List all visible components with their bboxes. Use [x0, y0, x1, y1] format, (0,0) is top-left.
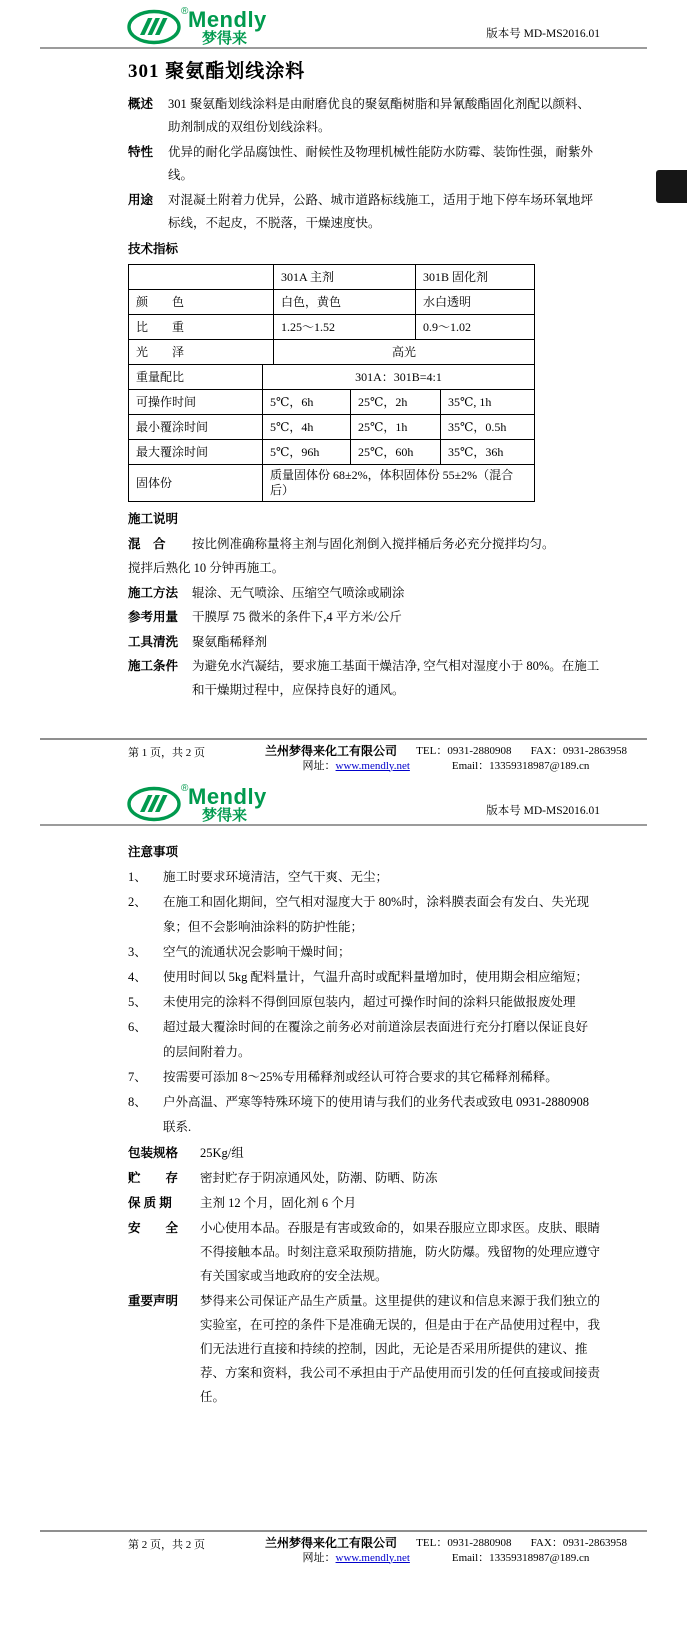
page-1 [0, 0, 687, 738]
note-item-2 [128, 890, 600, 940]
cell: 1.25～1.52 [274, 315, 416, 339]
cell: 35℃，36h [448, 444, 504, 459]
page-title: 301 聚氨酯划线涂料 [128, 61, 306, 82]
note-item-3 [128, 940, 600, 965]
table-row-header [129, 265, 534, 290]
note-number: 2、 [128, 895, 147, 909]
section-usage [128, 189, 600, 236]
note-item-1 [128, 865, 600, 890]
cell: 可操作时间 [129, 390, 263, 414]
tech-spec-table [128, 264, 535, 502]
company-name: 兰州梦得来化工有限公司 [265, 1536, 398, 1550]
table-row-max-recoat [129, 440, 534, 465]
safety-text: 小心使用本品。吞服是有害或致命的，如果吞服应立即求医。皮肤、眼睛不得接触本品。时刻注意采取预防措施，防火防爆。残留物的处理应遵守有关国家或当地政府的安全法规。 [200, 1221, 601, 1283]
section-packing [128, 1141, 600, 1165]
shelf-life-label: 保 质 期 [128, 1196, 172, 1210]
mix-note: 搅拌后熟化 10 分钟再施工。 [128, 561, 285, 575]
condition-label: 施工条件 [128, 659, 179, 673]
note-text: 超过最大覆涂时间的在覆涂之前务必对前道涂层表面进行充分打磨以保证良好的层间附着力。 [163, 1020, 589, 1059]
note-number: 6、 [128, 1020, 147, 1034]
section-method [128, 582, 600, 606]
section-statement [128, 1289, 600, 1409]
page2-header-rule [40, 824, 647, 826]
web-label: 网址： [302, 759, 336, 772]
section-overview [128, 93, 600, 140]
cell: 重量配比 [129, 365, 263, 389]
logo-m-stripes-icon [140, 18, 168, 35]
logo-brand-text: Mendly [188, 784, 267, 809]
table-row-pot-life [129, 390, 534, 415]
section-mix [128, 533, 600, 557]
note-text: 未使用完的涂料不得倒回原包装内，超过可操作时间的涂料只能做报废处理 [163, 995, 576, 1009]
note-item-6 [128, 1015, 600, 1065]
version-label: 版本号 MD-MS2016.01 [486, 805, 600, 817]
logo-registered-icon: ® [181, 783, 189, 794]
usage-text: 对混凝土附着力优异，公路、城市道路标线施工，适用于地下停车场环氧地坪标线，不起皮，不脱落，干燥速度快。 [168, 192, 594, 230]
section-safety [128, 1216, 600, 1288]
website-link[interactable]: www.mendly.net [335, 1551, 410, 1564]
section-condition [128, 655, 600, 702]
cell: 颜 色 [129, 290, 274, 314]
website-link[interactable]: www.mendly.net [335, 759, 410, 772]
page1-page-number: 第 1 页，共 2 页 [128, 747, 205, 759]
note-number: 5、 [128, 995, 147, 1009]
logo-brand-text: Mendly [188, 7, 267, 32]
table-row-min-recoat [129, 415, 534, 440]
company-name: 兰州梦得来化工有限公司 [265, 744, 398, 758]
cell: 高光 [391, 344, 416, 359]
note-item-4 [128, 965, 600, 990]
table-row-density [129, 315, 534, 340]
logo-brand-cn-text: 梦得来 [202, 808, 248, 822]
company-tel: TEL：0931-2880908 [416, 1537, 512, 1549]
section-storage [128, 1166, 600, 1190]
tech-spec-title: 技术指标 [128, 241, 179, 256]
cell: 301B 固化剂 [423, 269, 489, 284]
dosage-label: 参考用量 [128, 610, 179, 624]
note-text: 在施工和固化期间，空气相对湿度大于 80%时，涂料膜表面会有发白、失光现象；但不会影响油涂料的防护性能； [163, 895, 590, 934]
cell: 5℃，4h [263, 415, 351, 439]
cell: 白色，黄色 [274, 290, 416, 314]
logo-registered-icon: ® [181, 6, 189, 17]
feature-label: 特性 [128, 144, 154, 159]
note-text: 施工时要求环境清洁，空气干爽、无尘； [163, 870, 389, 884]
note-item-5 [128, 990, 600, 1015]
note-number: 3、 [128, 945, 147, 959]
page-2 [0, 840, 687, 1530]
note-text: 按需要可添加 8～25%专用稀释剂或经认可符合要求的其它稀释剂稀释。 [163, 1070, 558, 1084]
page1-footer [40, 738, 647, 775]
page2-header [126, 775, 600, 822]
notes-title: 注意事项 [128, 845, 179, 859]
note-number: 8、 [128, 1095, 147, 1109]
cell: 固体份 [129, 465, 263, 501]
method-text: 辊涂、无气喷涂、压缩空气喷涂或刷涂 [192, 585, 405, 600]
packing-label: 包装规格 [128, 1146, 179, 1160]
note-number: 7、 [128, 1070, 147, 1084]
cell: 25℃，2h [351, 390, 441, 414]
section-shelf-life [128, 1191, 600, 1215]
mendly-logo [126, 780, 308, 822]
table-row-color [129, 290, 534, 315]
overview-label: 概述 [128, 96, 154, 111]
method-label: 施工方法 [128, 585, 179, 600]
header-rule [40, 47, 647, 49]
cell [129, 265, 274, 289]
note-number: 4、 [128, 970, 147, 984]
storage-label: 贮 存 [128, 1171, 179, 1185]
shelf-life-text: 主剂 12 个月，固化剂 6 个月 [200, 1196, 357, 1210]
section-clean [128, 631, 600, 655]
version-label: 版本号 MD-MS2016.01 [486, 28, 600, 40]
safety-label: 安 全 [128, 1221, 179, 1235]
note-text: 空气的流通状况会影响干燥时间； [163, 945, 351, 959]
note-text: 使用时间以 5kg 配料量计，气温升高时或配料量增加时，使用期会相应缩短； [163, 970, 589, 984]
cell: 0.9～1.02 [423, 319, 472, 334]
storage-text: 密封贮存于阴凉通风处，防潮、防晒、防冻 [200, 1171, 438, 1185]
page1-header [126, 0, 600, 45]
mendly-logo [126, 3, 308, 45]
cell: 比 重 [129, 315, 274, 339]
company-email: Email：13359318987@189.cn [451, 1551, 590, 1564]
packing-text: 25Kg/组 [200, 1146, 244, 1160]
company-fax: FAX：0931-2863958 [530, 1537, 627, 1549]
cell: 35℃, 1h [448, 394, 492, 409]
cell: 最小覆涂时间 [129, 415, 263, 439]
usage-label: 用途 [128, 192, 154, 207]
cell: 水白透明 [423, 294, 472, 309]
cell: 25℃，60h [351, 440, 441, 464]
logo-m-stripes-icon [140, 795, 168, 812]
company-fax: FAX：0931-2863958 [530, 745, 627, 757]
mix-label: 混 合 [128, 536, 166, 551]
cell: 35℃，0.5h [448, 419, 507, 434]
note-number: 1、 [128, 870, 147, 884]
cell: 最大覆涂时间 [129, 440, 263, 464]
dark-overlay-block [656, 170, 687, 203]
dosage-text: 干膜厚 75 微米的条件下,4 平方米/公斤 [192, 610, 402, 624]
logo-brand-cn-text: 梦得来 [202, 31, 248, 45]
note-text: 户外高温、严寒等特殊环境下的使用请与我们的业务代表或致电 0931-2880908 联系. [163, 1095, 590, 1134]
note-item-8 [128, 1090, 600, 1140]
construction-title: 施工说明 [128, 512, 179, 526]
page2-footer [40, 1530, 647, 1567]
mix-text: 按比例准确称量将主剂与固化剂倒入搅拌桶后务必充分搅拌均匀。 [192, 536, 555, 551]
cell: 5℃，6h [263, 390, 351, 414]
table-row-gloss [129, 340, 534, 365]
clean-label: 工具清洗 [128, 634, 179, 649]
note-item-7 [128, 1065, 600, 1090]
cell: 光 泽 [129, 340, 274, 364]
page2-page-number: 第 2 页，共 2 页 [128, 1539, 205, 1551]
cell: 5℃，96h [263, 440, 351, 464]
cell: 质量固体份 68±2%，体积固体份 55±2%（混合后） [270, 468, 514, 497]
statement-text: 梦得来公司保证产品生产质量。这里提供的建议和信息来源于我们独立的实验室，在可控的条件下是准确无误的，但是由于在产品使用过程中，我们无法进行直接和持续的控制，因此，无论是否采用所提供的建议、推荐、方案和资料，我公司不承担由于产品使用而引发的任何直接或间接责任。 [200, 1294, 601, 1404]
table-row-solids [129, 465, 534, 502]
feature-text: 优异的耐化学品腐蚀性、耐候性及物理机械性能防水防霉、装饰性强，耐紫外线。 [168, 144, 594, 182]
cell: 301A：301B=4:1 [355, 369, 442, 384]
statement-label: 重要声明 [128, 1294, 179, 1308]
overview-text: 301 聚氨酯划线涂料是由耐磨优良的聚氨酯树脂和异氰酸酯固化剂配以颜料、助剂制成的双组份划线涂料。 [168, 96, 590, 134]
section-feature [128, 141, 600, 188]
section-dosage [128, 606, 600, 630]
cell: 25℃，1h [351, 415, 441, 439]
table-row-ratio [129, 365, 534, 390]
company-tel: TEL：0931-2880908 [416, 745, 512, 757]
cell: 301A 主剂 [274, 265, 416, 289]
clean-text: 聚氨酯稀释剂 [192, 634, 268, 649]
condition-text: 为避免水汽凝结，要求施工基面干燥洁净, 空气相对湿度小于 80%。在施工和干燥期过程中，应保持良好的通风。 [192, 659, 600, 697]
company-email: Email：13359318987@189.cn [451, 759, 590, 772]
web-label: 网址： [302, 1551, 336, 1564]
